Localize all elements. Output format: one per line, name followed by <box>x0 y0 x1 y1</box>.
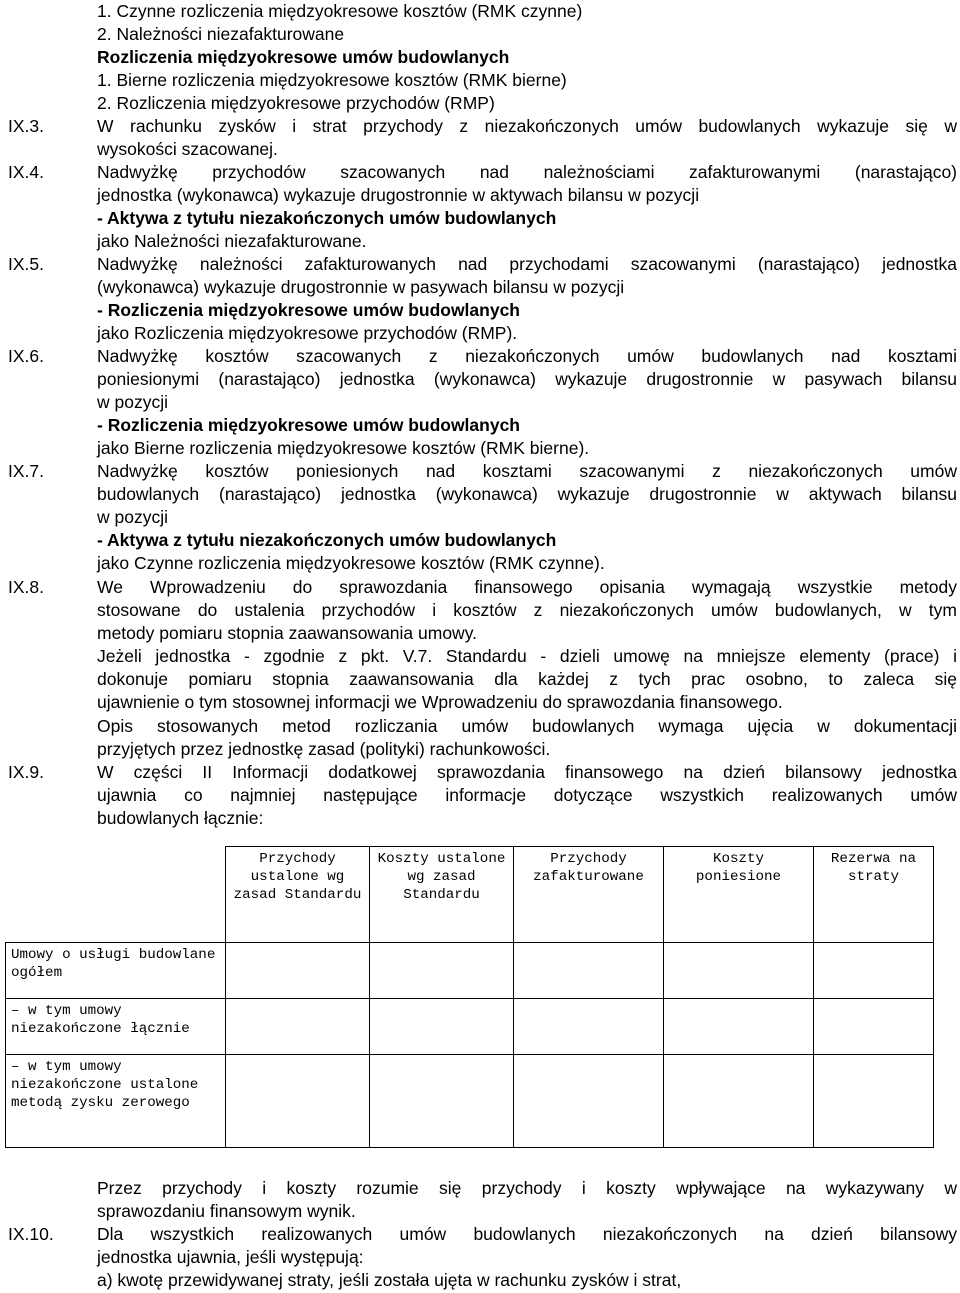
paragraph-line: Dla wszystkich realizowanych umów budowlanych niezakończonych na dzień bilansowy <box>97 1224 957 1244</box>
paragraph-line: w pozycji <box>97 507 168 527</box>
table-cell <box>814 943 934 999</box>
paragraph-line: sprawozdaniu finansowym wynik. <box>97 1201 356 1221</box>
table-row <box>6 1055 934 1148</box>
table-cell <box>514 999 664 1055</box>
list-item: 2. Rozliczenia międzyokresowe przychodów (RMP) <box>97 93 495 113</box>
paragraph-line: poniesionymi (narastająco) jednostka (wykonawca) wykazuje drugostronnie w pasywach bilansu <box>97 369 957 389</box>
paragraph-line: wysokości szacowanej. <box>97 139 278 159</box>
paragraph-line: Nadwyżkę przychodów szacowanych nad należnościami zafakturowanymi (narastająco) <box>97 162 957 182</box>
paragraph-line: jako Bierne rozliczenia międzyokresowe kosztów (RMK bierne). <box>97 438 590 458</box>
table-header-cell: Koszty poniesione <box>664 847 814 943</box>
paragraph-line: jako Czynne rozliczenia międzyokresowe kosztów (RMK czynne). <box>97 553 605 573</box>
row-label: Umowy o usługi budowlane ogółem <box>6 943 226 999</box>
table-header-cell: Przychody ustalone wg zasad Standardu <box>226 847 370 943</box>
section-number: IX.5. <box>8 254 44 274</box>
table-cell <box>226 1055 370 1148</box>
table-row <box>6 999 934 1055</box>
paragraph-line: Opis stosowanych metod rozliczania umów budowlanych wymaga ujęcia w dokumentacji <box>97 716 957 736</box>
table-header-cell: Przychody zafakturowane <box>514 847 664 943</box>
table-corner <box>6 847 226 943</box>
paragraph-line: przyjętych przez jednostkę zasad (polityki) rachunkowości. <box>97 739 551 759</box>
table-cell <box>370 999 514 1055</box>
table-cell <box>814 999 934 1055</box>
table-cell <box>664 1055 814 1148</box>
table-cell <box>814 1055 934 1148</box>
paragraph-line: Nadwyżkę kosztów poniesionych nad kosztami szacowanymi z niezakończonych umów <box>97 461 957 481</box>
balance-item: - Aktywa z tytułu niezakończonych umów budowlanych <box>97 530 557 550</box>
table-header-row <box>6 847 934 943</box>
paragraph-line: metody pomiaru stopnia zaawansowania umowy. <box>97 623 478 643</box>
paragraph-line: jako Rozliczenia międzyokresowe przychodów (RMP). <box>97 323 518 343</box>
balance-item: - Aktywa z tytułu niezakończonych umów budowlanych <box>97 208 557 228</box>
list-item: 1. Bierne rozliczenia międzyokresowe kosztów (RMK bierne) <box>97 70 567 90</box>
paragraph-line: jednostka (wykonawca) wykazuje drugostronnie w aktywach bilansu w pozycji <box>97 185 700 205</box>
paragraph-line: dokonuje pomiaru stopnia zaawansowania dla każdej z tych prac osobno, to zaleca się <box>97 669 957 689</box>
table-cell <box>664 943 814 999</box>
paragraph-line: ujawnienie o tym stosownej informacji we Wprowadzeniu do sprawozdania finansowego. <box>97 692 783 712</box>
table-cell <box>514 1055 664 1148</box>
paragraph-line: jednostka ujawnia, jeśli występują: <box>97 1247 364 1267</box>
table-header-cell: Koszty ustalone wg zasad Standardu <box>370 847 514 943</box>
paragraph-line: ujawnia co najmniej następujące informacje dotyczące wszystkich realizowanych umów <box>97 785 957 805</box>
list-item: 2. Należności niezafakturowane <box>97 24 345 44</box>
section-number: IX.3. <box>8 116 44 136</box>
paragraph-line: (wykonawca) wykazuje drugostronnie w pasywach bilansu w pozycji <box>97 277 625 297</box>
table-row <box>6 943 934 999</box>
row-label: – w tym umowy niezakończone łącznie <box>6 999 226 1055</box>
paragraph-line: stosowane do ustalenia przychodów i kosztów z niezakończonych umów budowlanych, w tym <box>97 600 957 620</box>
balance-item: - Rozliczenia międzyokresowe umów budowlanych <box>97 300 520 320</box>
table-cell <box>664 999 814 1055</box>
section-number: IX.6. <box>8 346 44 366</box>
balance-item: - Rozliczenia międzyokresowe umów budowlanych <box>97 415 520 435</box>
section-number: IX.10. <box>8 1224 54 1244</box>
table-cell <box>226 999 370 1055</box>
list-item: a) kwotę przewidywanej straty, jeśli została ujęta w rachunku zysków i strat, <box>97 1270 682 1290</box>
row-label: – w tym umowy niezakończone ustalone metodą zysku zerowego <box>6 1055 226 1148</box>
table-header-cell: Rezerwa na straty <box>814 847 934 943</box>
table-cell <box>226 943 370 999</box>
paragraph-line: W rachunku zysków i strat przychody z niezakończonych umów budowlanych wykazuje się w <box>97 116 957 136</box>
table-cell <box>514 943 664 999</box>
paragraph-line: w pozycji <box>97 392 168 412</box>
paragraph-line: jako Należności niezafakturowane. <box>97 231 367 251</box>
disclosure-table <box>5 846 934 1148</box>
paragraph-line: Nadwyżkę kosztów szacowanych z niezakończonych umów budowlanych nad kosztami <box>97 346 957 366</box>
section-number: IX.8. <box>8 577 44 597</box>
list-item: 1. Czynne rozliczenia międzyokresowe kosztów (RMK czynne) <box>97 1 583 21</box>
paragraph-line: budowlanych łącznie: <box>97 808 264 828</box>
paragraph-line: W części II Informacji dodatkowej sprawozdania finansowego na dzień bilansowy jednostka <box>97 762 957 782</box>
section-number: IX.4. <box>8 162 44 182</box>
table-cell <box>370 1055 514 1148</box>
paragraph-line: Przez przychody i koszty rozumie się przychody i koszty wpływające na wykazywany w <box>97 1178 957 1198</box>
paragraph-line: Jeżeli jednostka - zgodnie z pkt. V.7. Standardu - dzieli umowę na mniejsze elementy (prace) i <box>97 646 957 666</box>
section-number: IX.9. <box>8 762 44 782</box>
paragraph-line: We Wprowadzeniu do sprawozdania finansowego opisania wymagają wszystkie metody <box>97 577 957 597</box>
paragraph-line: budowlanych (narastająco) jednostka (wykonawca) wykazuje drugostronnie w aktywach bilansu <box>97 484 957 504</box>
section-number: IX.7. <box>8 461 44 481</box>
table-cell <box>370 943 514 999</box>
section-heading: Rozliczenia międzyokresowe umów budowlanych <box>97 47 510 67</box>
paragraph-line: Nadwyżkę należności zafakturowanych nad przychodami szacowanymi (narastająco) jednostka <box>97 254 957 274</box>
